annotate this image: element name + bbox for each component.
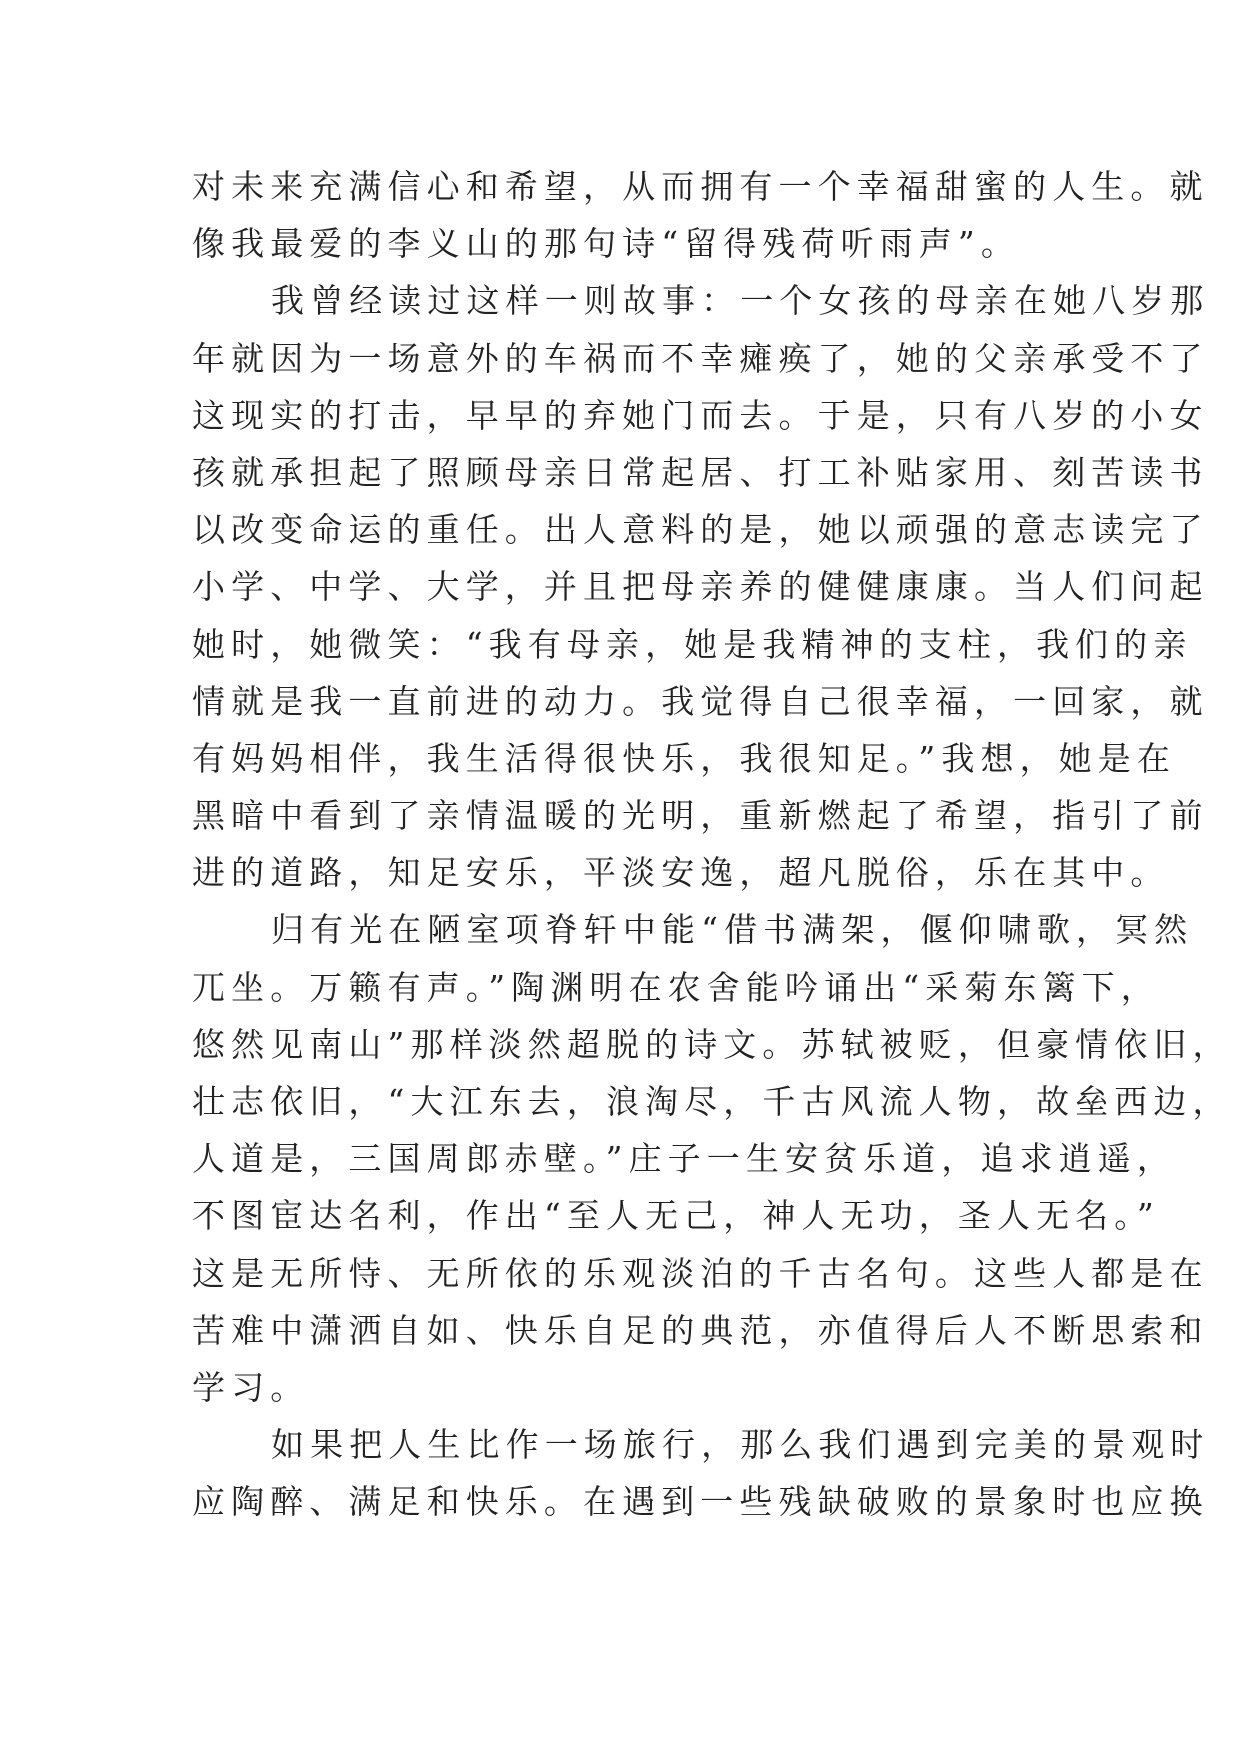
text-line: 不图宦达名利，作出“至人无己，神人无功，圣人无名。” <box>192 1196 1160 1236</box>
text-line: 学习。 <box>192 1367 310 1407</box>
text-line: 年就因为一场意外的车祸而不幸瘫痪了，她的父亲承受不了 <box>192 338 1209 378</box>
text-line: 这是无所恃、无所依的乐观淡泊的千古名句。这些人都是在 <box>192 1253 1209 1293</box>
text-line: 进的道路，知足安乐，平淡安逸，超凡脱俗，乐在其中。 <box>192 853 1170 893</box>
text-line: 小学、中学、大学，并且把母亲养的健健康康。当人们问起 <box>192 567 1209 607</box>
text-line: 像我最爱的李义山的那句诗“留得残荷听雨声”。 <box>192 224 1020 264</box>
body-text <box>192 158 1232 1531</box>
text-line: 以改变命运的重任。出人意料的是，她以顽强的意志读完了 <box>192 510 1209 550</box>
text-line: 人道是，三国周郎赤壁。”庄子一生安贫乐道，追求逍遥， <box>192 1139 1176 1179</box>
text-line: 情就是我一直前进的动力。我觉得自己很幸福，一回家，就 <box>192 681 1209 721</box>
paragraph-start-line: 我曾经读过这样一则故事：一个女孩的母亲在她八岁那 <box>271 281 1210 321</box>
text-line: 这现实的打击，早早的弃她门而去。于是，只有八岁的小女 <box>192 395 1209 435</box>
paragraph-start-line: 归有光在陋室项脊轩中能“借书满架，偃仰啸歌，冥然 <box>271 910 1194 950</box>
paragraph-start-line: 如果把人生比作一场旅行，那么我们遇到完美的景观时 <box>271 1425 1210 1465</box>
text-line: 兀坐。万籁有声。”陶渊明在农舍能吟诵出“采菊东篱下， <box>192 967 1160 1007</box>
text-line: 应陶醉、满足和快乐。在遇到一些残缺破败的景象时也应换 <box>192 1482 1209 1522</box>
text-line: 壮志依旧，“大江东去，浪淘尽，千古风流人物，故垒西边， <box>192 1082 1232 1121</box>
text-line: 悠然见南山”那样淡然超脱的诗文。苏轼被贬，但豪情依旧， <box>192 1024 1232 1064</box>
text-line: 孩就承担起了照顾母亲日常起居、打工补贴家用、刻苦读书 <box>192 452 1209 492</box>
text-line: 对未来充满信心和希望，从而拥有一个幸福甜蜜的人生。就 <box>192 167 1209 206</box>
text-line: 她时，她微笑：“我有母亲，她是我精神的支柱，我们的亲 <box>192 624 1193 664</box>
text-line: 有妈妈相伴，我生活得很快乐，我很知足。”我想，她是在 <box>192 738 1176 778</box>
text-line: 黑暗中看到了亲情温暖的光明，重新燃起了希望，指引了前 <box>192 796 1209 836</box>
text-line: 苦难中潇洒自如、快乐自足的典范，亦值得后人不断思索和 <box>192 1310 1209 1350</box>
